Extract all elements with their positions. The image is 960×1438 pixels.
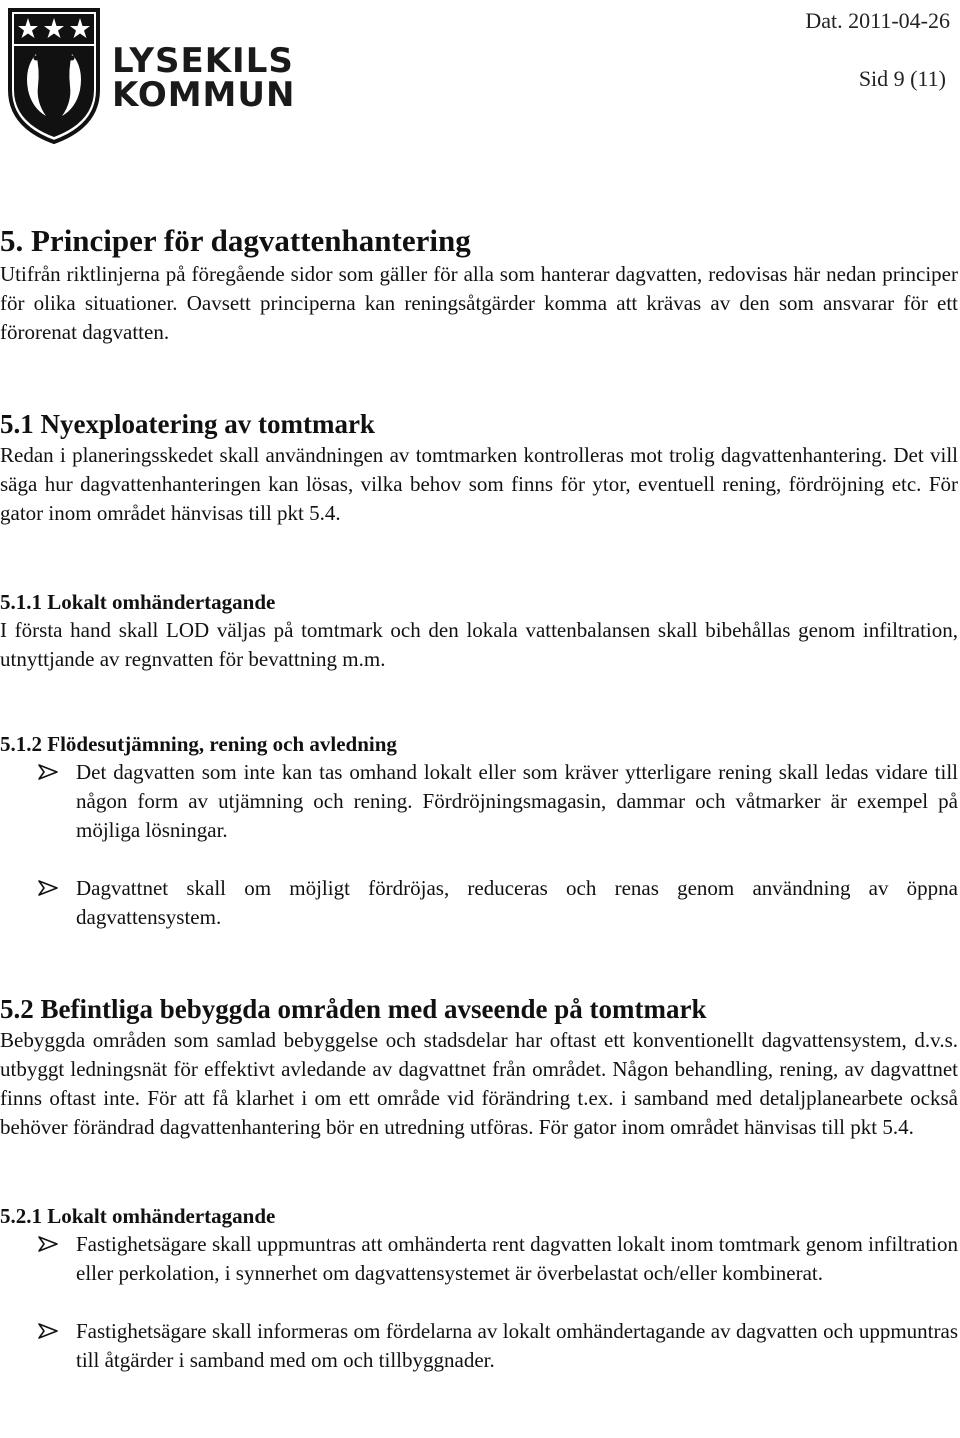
page-number: Sid 9 (11) bbox=[858, 66, 946, 91]
arrow-bullet-icon bbox=[38, 764, 58, 780]
section-5-1-1-heading: 5.1.1 Lokalt omhändertagande bbox=[0, 590, 276, 614]
section-5-2-1-heading: 5.2.1 Lokalt omhändertagande bbox=[0, 1204, 276, 1228]
organization-name-line2: KOMMUN bbox=[112, 75, 296, 115]
section-5-1-heading: 5.1 Nyexploatering av tomtmark bbox=[0, 409, 375, 439]
list-item-text: Fastighetsägare skall uppmuntras att omhänderta rent dagvatten lokalt inom tomtmark genom infiltration eller perkolation, i synnerhet om dagvattensystemet är överbelastat och/eller kombinerat. bbox=[76, 1232, 958, 1285]
list-item bbox=[0, 1317, 958, 1375]
organization-name bbox=[112, 41, 296, 115]
arrow-bullet-icon bbox=[38, 1323, 58, 1339]
document-date: Dat. 2011-04-26 bbox=[805, 8, 950, 33]
list-item bbox=[0, 1230, 958, 1288]
list-item-text: Fastighetsägare skall informeras om fördelarna av lokalt omhändertagande av dagvatten och uppmuntras till åtgärder i samband med om och tillbyggnader. bbox=[76, 1319, 958, 1372]
section-5-1-1-body: I första hand skall LOD väljas på tomtmark och den lokala vattenbalansen skall bibehållas genom infiltration, utnyttjande av regnvatten för bevattning m.m. bbox=[0, 618, 958, 671]
list-item bbox=[0, 874, 958, 932]
section-5-1-2-list bbox=[0, 758, 958, 932]
arrow-bullet-icon bbox=[38, 1236, 58, 1252]
coat-of-arms-logo bbox=[6, 6, 102, 146]
list-item-text: Dagvattnet skall om möjligt fördröjas, reduceras och renas genom användning av öppna dagvattensystem. bbox=[76, 876, 958, 929]
section-5-heading: 5. Principer för dagvattenhantering bbox=[0, 223, 471, 258]
section-5-2-body: Bebyggda områden som samlad bebyggelse och stadsdelar har oftast ett konventionellt dagvattensystem, d.v.s. utbyggt ledningsnät för effektivt avledande av dagvattnet från området. Någon behandling, rening, av dagvattnet finns oftast inte. För att få klarhet i om ett område vid förändring t.ex. i samband med detaljplanearbete också behöver förändrad dagvattenhantering bör en utredning utföras. För gator inom området hänvisas till pkt 5.4. bbox=[0, 1028, 958, 1139]
list-item-text: Det dagvatten som inte kan tas omhand lokalt eller som kräver ytterligare rening skall ledas vidare till någon form av utjämning och rening. Fördröjningsmagasin, dammar och våtmarker är exempel på möjliga lösningar. bbox=[76, 760, 958, 842]
section-5-2-heading: 5.2 Befintliga bebyggda områden med avseende på tomtmark bbox=[0, 994, 707, 1024]
organization-name-line1: LYSEKILS bbox=[112, 41, 294, 81]
arrow-bullet-icon bbox=[38, 880, 58, 896]
document-body bbox=[0, 222, 958, 1375]
section-5-intro: Utifrån riktlinjerna på föregående sidor som gäller för alla som hanterar dagvatten, redovisas här nedan principer för olika situationer. Oavsett principerna kan reningsåtgärder komma att krävas av den som ansvarar för ett förorenat dagvatten. bbox=[0, 262, 958, 344]
section-5-1-2-heading: 5.1.2 Flödesutjämning, rening och avledning bbox=[0, 732, 397, 756]
section-5-2-1-list bbox=[0, 1230, 958, 1375]
list-item bbox=[0, 758, 958, 845]
section-5-1-body: Redan i planeringsskedet skall användningen av tomtmarken kontrolleras mot trolig dagvattenhantering. Det vill säga hur dagvattenhanteringen kan lösas, vilka behov som finns för ytor, eventuell rening, fördröjning etc. För gator inom området hänvisas till pkt 5.4. bbox=[0, 443, 958, 525]
